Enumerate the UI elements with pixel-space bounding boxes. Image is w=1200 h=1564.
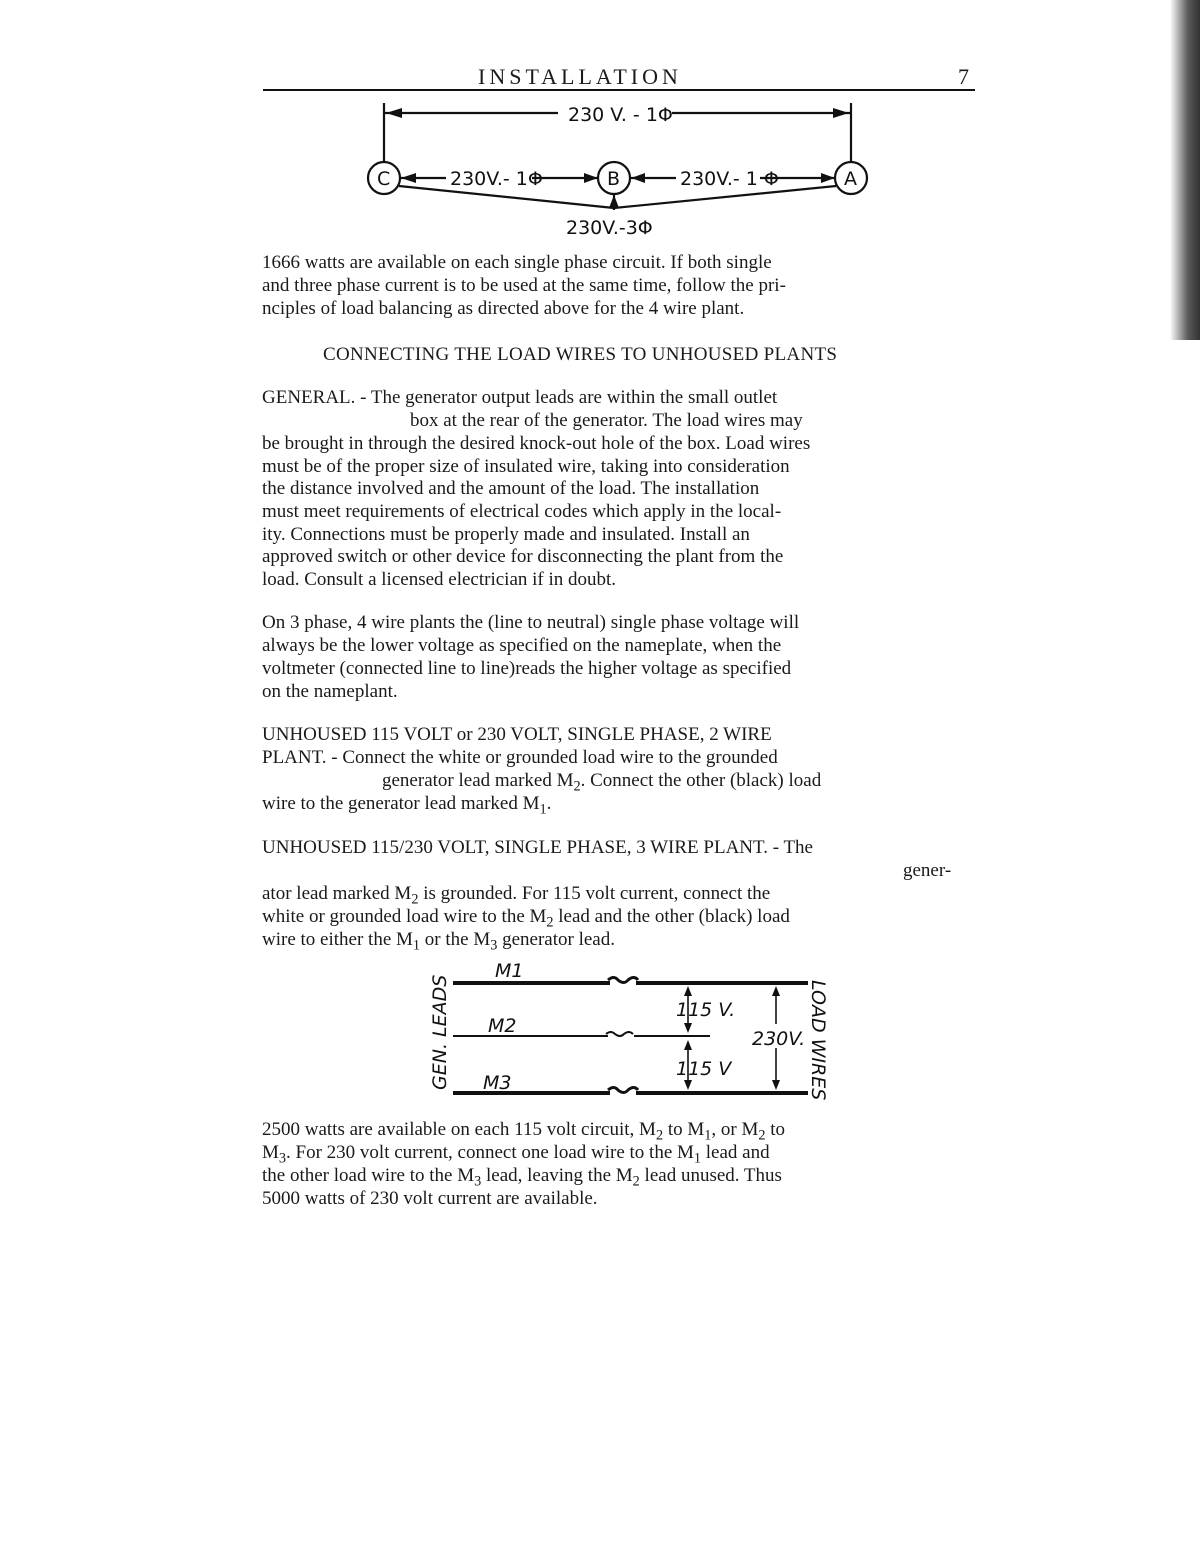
intro-line-2: and three phase current is to be used at the same time, follow the pri- — [262, 275, 786, 296]
general-line-4: must be of the proper size of insulated wire, taking into consideration — [262, 456, 790, 477]
load-wires-label: LOAD WIRES — [807, 980, 829, 1101]
general-line-1: GENERAL. - The generator output leads are within the small outlet — [262, 387, 778, 408]
page-number: 7 — [958, 64, 969, 89]
two-wire-line-3: generator lead marked $M_2$. Connect the other (black) load — [382, 770, 822, 795]
node-b-label: B — [607, 168, 621, 190]
final-line-1: 2500 watts are available on each 115 volt circuit, $M_2$ to $M_1$, or $M_2$ to — [262, 1119, 786, 1144]
general-line-3: be brought in through the desired knock-out hole of the box. Load wires — [262, 433, 811, 454]
general-line-2: box at the rear of the generator. The load wires may — [410, 410, 803, 431]
general-line-6: must meet requirements of electrical codes which apply in the local- — [262, 501, 782, 522]
three-phase-line-4: on the nameplant. — [262, 681, 398, 702]
gen-leads-label: GEN. LEADS — [429, 974, 451, 1090]
two-wire-line-1: UNHOUSED 115 VOLT or 230 VOLT, SINGLE PHASE, 2 WIRE — [262, 724, 772, 745]
three-phase-line-2: always be the lower voltage as specified on the nameplate, when the — [262, 635, 782, 656]
section-heading: CONNECTING THE LOAD WIRES TO UNHOUSED PLANTS — [323, 344, 838, 365]
three-wire-line-4: white or grounded load wire to the $M_2$ lead and the other (black) load — [262, 906, 790, 931]
bottom-voltage-label: 230V.-3Φ — [566, 217, 653, 239]
two-wire-line-4: wire to the generator lead marked $M_1$. — [262, 793, 552, 818]
three-wire-line-3: ator lead marked $M_2$ is grounded. For 115 volt current, connect the — [262, 883, 771, 908]
top-voltage-label: 230 V. - 1Φ — [568, 104, 673, 126]
lower-115v-label: 115 V — [676, 1058, 732, 1080]
right-voltage-label: 230V.- 1 Φ — [680, 168, 779, 190]
page-header-title: INSTALLATION — [478, 64, 682, 89]
total-230v-label: 230V. — [752, 1028, 806, 1050]
m2-label: M2 — [488, 1015, 517, 1037]
intro-line-1: 1666 watts are available on each single phase circuit. If both single — [262, 252, 772, 273]
node-a-label: A — [844, 168, 857, 190]
final-line-3: the other load wire to the $M_3$ lead, leaving the $M_2$ lead unused. Thus — [262, 1165, 782, 1190]
three-wire-line-1: UNHOUSED 115/230 VOLT, SINGLE PHASE, 3 WIRE PLANT. - The — [262, 837, 813, 858]
final-line-2: $M_3$. For 230 volt current, connect one load wire to the $M_1$ lead and — [262, 1142, 770, 1167]
node-c-label: C — [377, 168, 391, 190]
three-phase-line-3: voltmeter (connected line to line)reads the higher voltage as specified — [262, 658, 792, 679]
general-line-5: the distance involved and the amount of the load. The installation — [262, 478, 760, 499]
intro-line-3: nciples of load balancing as directed above for the 4 wire plant. — [262, 298, 745, 319]
three-wire-line-5: wire to either the $M_1$ or the $M_3$ generator lead. — [262, 929, 615, 954]
m1-label: M1 — [495, 960, 524, 982]
general-line-8: approved switch or other device for disconnecting the plant from the — [262, 546, 784, 567]
m3-label: M3 — [483, 1072, 512, 1094]
two-wire-line-2: PLANT. - Connect the white or grounded load wire to the grounded — [262, 747, 778, 768]
general-line-9: load. Consult a licensed electrician if in doubt. — [262, 569, 617, 590]
three-phase-line-1: On 3 phase, 4 wire plants the (line to neutral) single phase voltage will — [262, 612, 800, 633]
general-line-7: ity. Connections must be properly made and insulated. Install an — [262, 524, 750, 545]
left-voltage-label: 230V.- 1Φ — [450, 168, 543, 190]
three-wire-line-2: gener- — [903, 860, 952, 881]
final-line-4: 5000 watts of 230 volt current are available. — [262, 1188, 598, 1209]
upper-115v-label: 115 V. — [676, 999, 736, 1021]
